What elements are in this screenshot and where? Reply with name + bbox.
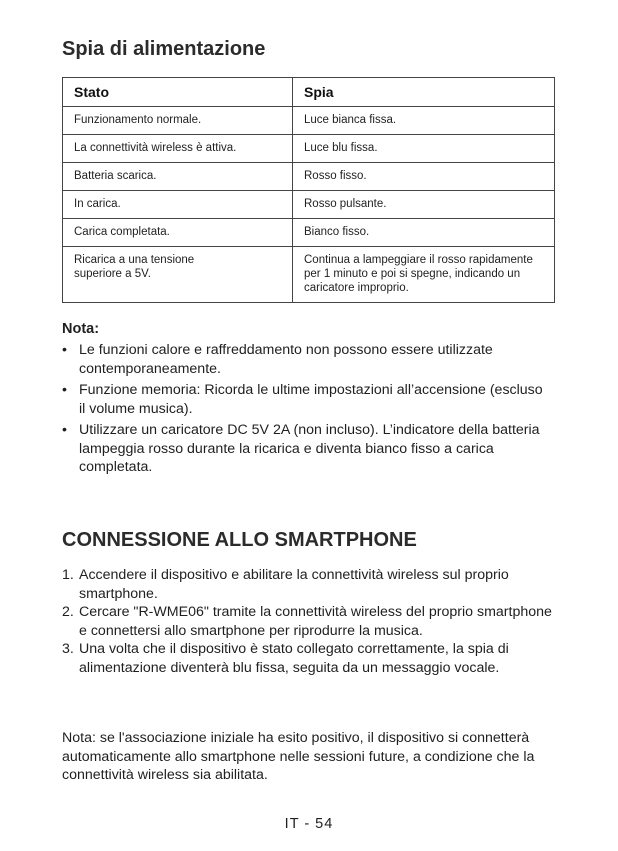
list-item: [62, 640, 557, 677]
table-cell-indicator: Rosso pulsante.: [293, 191, 555, 219]
table-cell-indicator: Luce bianca fissa.: [293, 107, 555, 135]
column-header-indicator: Spia: [293, 78, 555, 107]
table-cell-state: In carica.: [63, 191, 293, 219]
list-item: [62, 341, 552, 378]
note-text: Funzione memoria: Ricorda le ultime impostazioni all’accensione (escluso il volume musica).: [79, 382, 543, 417]
indicator-table: [62, 77, 555, 303]
table-row: [63, 247, 555, 303]
step-text: Cercare "R-WME06" tramite la connettività wireless del proprio smartphone e connettersi allo smartphone per riprodurre la musica.: [79, 604, 552, 639]
list-item: [62, 566, 557, 603]
step-text: Accendere il dispositivo e abilitare la connettività wireless sul proprio smartphone.: [79, 567, 509, 602]
bullet-icon: •: [62, 422, 67, 438]
step-number: 1.: [62, 567, 74, 583]
table-cell-state: La connettività wireless è attiva.: [63, 135, 293, 163]
table-header-row: [63, 78, 555, 107]
list-item: [62, 381, 552, 418]
table-cell-state: Carica completata.: [63, 219, 293, 247]
page-number: IT - 54: [284, 816, 334, 832]
table-cell-state: Batteria scarica.: [63, 163, 293, 191]
note-text: Le funzioni calore e raffreddamento non possono essere utilizzate contemporaneamente.: [79, 342, 493, 377]
section-title-smartphone-connection: CONNESSIONE ALLO SMARTPHONE: [62, 529, 417, 551]
table-cell-indicator: Luce blu fissa.: [293, 135, 555, 163]
note-heading: Nota:: [62, 321, 100, 337]
table-row: [63, 163, 555, 191]
steps-list: [62, 566, 557, 677]
step-number: 3.: [62, 641, 74, 657]
connection-note: Nota: se l'associazione iniziale ha esito positivo, il dispositivo si connetterà automaticamente allo smartphone nelle sessioni future, a condizione che la connettività wireless sia abilitata.: [62, 730, 535, 783]
table-row: [63, 107, 555, 135]
table-cell-indicator: Continua a lampeggiare il rosso rapidamente per 1 minuto e poi si spegne, indicando un caricatore improprio.: [293, 247, 555, 303]
table-cell-indicator: Bianco fisso.: [293, 219, 555, 247]
list-item: [62, 603, 557, 640]
table-cell-state: Funzionamento normale.: [63, 107, 293, 135]
table-cell-indicator: Rosso fisso.: [293, 163, 555, 191]
step-number: 2.: [62, 604, 74, 620]
bullet-icon: •: [62, 342, 67, 358]
column-header-state: Stato: [63, 78, 293, 107]
list-item: [62, 421, 552, 477]
step-text: Una volta che il dispositivo è stato collegato correttamente, la spia di alimentazione diventerà blu fissa, seguita da un messaggio vocale.: [79, 641, 509, 676]
section-title-power-indicator: Spia di alimentazione: [62, 38, 266, 60]
table-row: [63, 219, 555, 247]
note-list: [62, 341, 552, 480]
table-row: [63, 135, 555, 163]
table-row: [63, 191, 555, 219]
bullet-icon: •: [62, 382, 67, 398]
table-cell-state: Ricarica a una tensione superiore a 5V.: [63, 247, 293, 303]
note-text: Utilizzare un caricatore DC 5V 2A (non incluso). L’indicatore della batteria lampeggia rosso durante la ricarica e diventa bianco fisso a carica completata.: [79, 422, 540, 475]
